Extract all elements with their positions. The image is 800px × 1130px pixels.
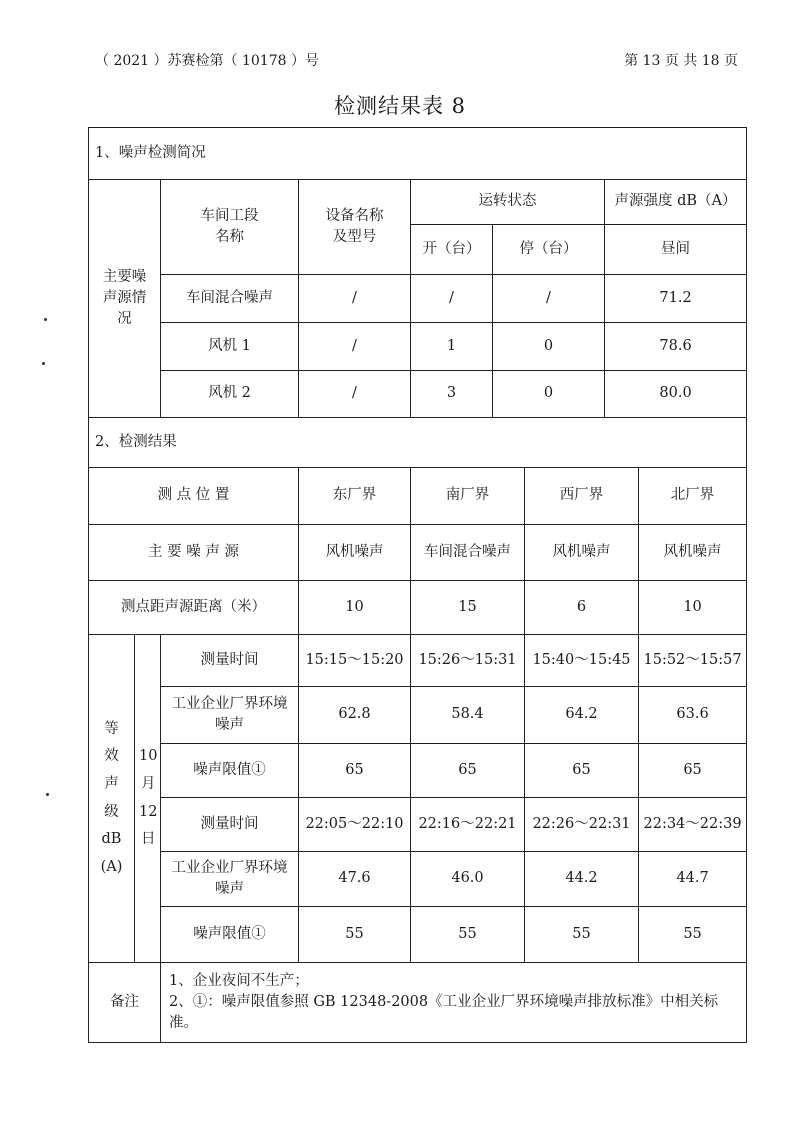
col-workshop: 车间工段名称 — [161, 180, 299, 275]
env-noise-label: 工业企业厂界环境噪声 — [161, 852, 299, 907]
source-on: 1 — [411, 323, 493, 371]
night-limit: 55 — [411, 907, 525, 963]
source-model: / — [299, 275, 411, 323]
day-limit: 65 — [411, 744, 525, 798]
distance-value: 6 — [525, 581, 639, 635]
night-limit: 55 — [525, 907, 639, 963]
source-level: 71.2 — [605, 275, 747, 323]
source-name: 车间混合噪声 — [161, 275, 299, 323]
document-number: （ 2021 ）苏赛检第（ 10178 ）号 — [95, 53, 319, 69]
time-label: 测量时间 — [161, 798, 299, 852]
noise-source-label-text: 主要噪声源情况 — [102, 268, 147, 327]
col-on: 开（台） — [411, 225, 493, 275]
source-level: 80.0 — [605, 371, 747, 418]
limit-label: 噪声限值① — [161, 744, 299, 798]
limit-label: 噪声限值① — [161, 907, 299, 963]
scan-speck — [46, 793, 49, 796]
source-level: 78.6 — [605, 323, 747, 371]
note-line: 2、①：噪声限值参照 GB 12348-2008《工业企业厂界环境噪声排放标准》中相关标准。 — [169, 993, 719, 1031]
distance-label: 测点距声源距离（米） — [89, 581, 299, 635]
night-time: 22:34～22:39 — [639, 798, 747, 852]
night-value: 47.6 — [299, 852, 411, 907]
source-off: 0 — [493, 323, 605, 371]
source-off: / — [493, 275, 605, 323]
col-off: 停（台） — [493, 225, 605, 275]
noise-source-label — [89, 180, 161, 418]
source-off: 0 — [493, 371, 605, 418]
night-limit: 55 — [299, 907, 411, 963]
day-time: 15:40～15:45 — [525, 635, 639, 687]
main-source: 车间混合噪声 — [411, 525, 525, 581]
night-time: 22:05～22:10 — [299, 798, 411, 852]
distance-value: 15 — [411, 581, 525, 635]
night-value: 46.0 — [411, 852, 525, 907]
point-south: 南厂界 — [411, 468, 525, 525]
source-model: / — [299, 323, 411, 371]
day-time: 15:15～15:20 — [299, 635, 411, 687]
source-name: 风机 1 — [161, 323, 299, 371]
equivalent-level-label: 等 效 声 级 dB (A) — [89, 635, 135, 963]
point-west: 西厂界 — [525, 468, 639, 525]
day-time: 15:52～15:57 — [639, 635, 747, 687]
section1-heading: 1、噪声检测简况 — [89, 128, 747, 180]
results-table — [88, 127, 747, 1043]
main-source: 风机噪声 — [639, 525, 747, 581]
page-number: 第 13 页 共 18 页 — [624, 53, 738, 69]
source-on: 3 — [411, 371, 493, 418]
measurement-date: 10 月 12 日 — [135, 635, 161, 963]
night-value: 44.2 — [525, 852, 639, 907]
day-value: 63.6 — [639, 687, 747, 744]
point-east: 东厂界 — [299, 468, 411, 525]
day-limit: 65 — [639, 744, 747, 798]
scan-speck — [44, 318, 47, 321]
main-source: 风机噪声 — [525, 525, 639, 581]
day-value: 64.2 — [525, 687, 639, 744]
section2-heading: 2、检测结果 — [89, 418, 747, 468]
notes-label: 备注 — [89, 963, 161, 1043]
distance-value: 10 — [639, 581, 747, 635]
day-limit: 65 — [299, 744, 411, 798]
distance-value: 10 — [299, 581, 411, 635]
night-time: 22:26～22:31 — [525, 798, 639, 852]
col-equipment: 设备名称及型号 — [299, 180, 411, 275]
day-limit: 65 — [525, 744, 639, 798]
day-value: 62.8 — [299, 687, 411, 744]
night-value: 44.7 — [639, 852, 747, 907]
main-source: 风机噪声 — [299, 525, 411, 581]
col-daytime: 昼间 — [605, 225, 747, 275]
col-intensity: 声源强度 dB（A） — [605, 180, 747, 225]
note-line: 1、企业夜间不生产； — [169, 972, 309, 989]
day-value: 58.4 — [411, 687, 525, 744]
notes-content — [161, 963, 747, 1043]
col-status: 运转状态 — [411, 180, 605, 225]
source-model: / — [299, 371, 411, 418]
source-label: 主 要 噪 声 源 — [89, 525, 299, 581]
source-name: 风机 2 — [161, 371, 299, 418]
night-limit: 55 — [639, 907, 747, 963]
page-title: 检测结果表 8 — [333, 94, 467, 118]
day-time: 15:26～15:31 — [411, 635, 525, 687]
point-label: 测 点 位 置 — [89, 468, 299, 525]
env-noise-label: 工业企业厂界环境噪声 — [161, 687, 299, 744]
scan-speck — [42, 362, 45, 365]
source-on: / — [411, 275, 493, 323]
night-time: 22:16～22:21 — [411, 798, 525, 852]
time-label: 测量时间 — [161, 635, 299, 687]
point-north: 北厂界 — [639, 468, 747, 525]
